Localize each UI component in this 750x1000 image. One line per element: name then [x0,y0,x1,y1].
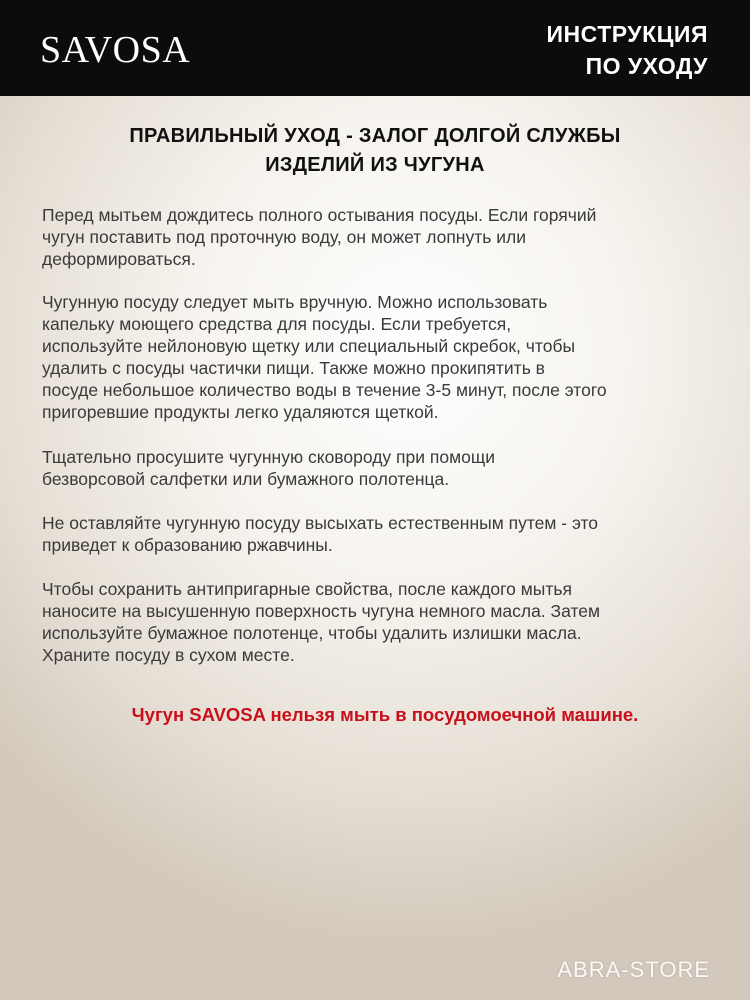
header-title-line-2: ПО УХОДУ [585,53,708,79]
paragraph-line: деформироваться. [42,249,196,269]
paragraph-line: приведет к образованию ржавчины. [42,535,333,555]
paragraph-line: посуде небольшое количество воды в течение 3-5 минут, после этого [42,380,607,400]
paragraph-line: Храните посуду в сухом месте. [42,645,295,665]
paragraph-line: Чтобы сохранить антипригарные свойства, после каждого мытья [42,579,572,599]
header-bar [0,0,750,96]
paragraph-rust [42,512,722,556]
paragraph-line: Тщательно просушите чугунную сковороду при помощи [42,447,496,467]
dishwasher-warning: Чугун SAVOSA нельзя мыть в посудомоечной машине. [131,704,639,725]
page-headline [40,122,710,180]
paragraph-oiling [42,578,722,666]
paragraph-line: чугун поставить под проточную воду, он может лопнуть или [42,227,526,247]
paragraph-line: используйте бумажное полотенце, чтобы удалить излишки масла. [42,623,582,643]
paragraph-line: капельку моющего средства для посуды. Если требуется, [42,314,512,334]
paragraph-line: Чугунную посуду следует мыть вручную. Можно использовать [42,292,548,312]
paragraph-washing [42,291,722,423]
paragraph-line: наносите на высушенную поверхность чугуна немного масла. Затем [42,601,601,621]
paragraph-drying [42,446,722,490]
paragraph-line: Перед мытьем дождитесь полного остывания посуды. Если горячий [42,205,597,225]
headline-line-1: ПРАВИЛЬНЫЙ УХОД - ЗАЛОГ ДОЛГОЙ СЛУЖБЫ [129,125,621,147]
store-watermark: ABRA-STORE [557,957,710,982]
header-title [547,18,708,82]
headline-line-2: ИЗДЕЛИЙ ИЗ ЧУГУНА [265,154,485,176]
header-title-line-1: ИНСТРУКЦИЯ [546,21,708,47]
paragraph-line: безворсовой салфетки или бумажного полотенца. [42,469,450,489]
paragraph-line: Не оставляйте чугунную посуду высыхать естественным путем - это [42,513,599,533]
paragraph-cooling [42,204,722,270]
paragraph-line: удалить с посуды частички пищи. Также можно прокипятить в [42,358,545,378]
paragraph-line: пригоревшие продукты легко удаляются щеткой. [42,402,439,422]
paragraph-line: используйте нейлоновую щетку или специальный скребок, чтобы [42,336,576,356]
brand-logo: SAVOSA [40,29,191,71]
